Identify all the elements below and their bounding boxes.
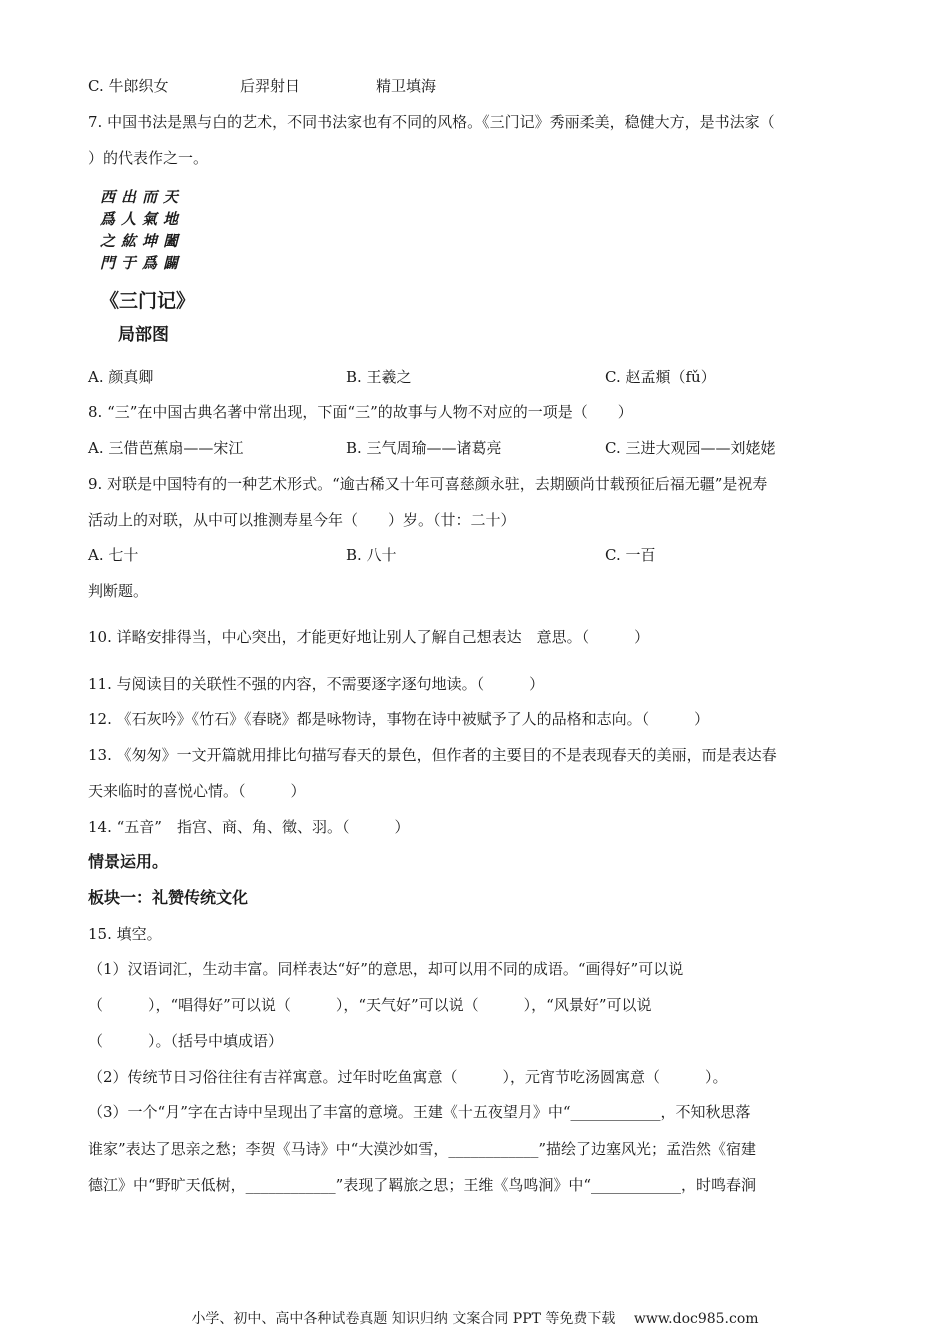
q13-line-2: 天来临时的喜悦心情。（ ）	[88, 782, 306, 800]
sanmenji-calligraphy-image	[100, 186, 200, 345]
q9-option-a: A. 七十	[88, 546, 139, 564]
q15-p3-line-3: 德江》中“野旷天低树，____________”表现了羁旅之思；王维《鸟鸣涧》中“____________，时鸣春涧	[88, 1176, 757, 1194]
calligraphy-caption: 局部图	[118, 325, 169, 345]
q7-line-1: 7. 中国书法是黑与白的艺术，不同书法家也有不同的风格。《三门记》秀丽柔美，稳健大方，是书法家（	[88, 113, 775, 131]
page-footer: 小学、初中、高中各种试卷真题 知识归纳 文案合同 PPT 等免费下载 www.doc985.com	[191, 1311, 759, 1327]
q9-option-c: C. 一百	[605, 546, 656, 564]
q13-line-1: 13. 《匆匆》一文开篇就用排比句描写春天的景色，但作者的主要目的不是表现春天的美丽，而是表达春	[88, 746, 777, 764]
q15-p3-line-2: 谁家”表达了思亲之愁；李贺《马诗》中“大漠沙如雪，____________”描绘了边塞风光；孟浩然《宿建	[88, 1140, 757, 1158]
calligraphy-row: 之紘坤闔	[100, 232, 185, 250]
q7-option-c: C. 赵孟頫（fǔ）	[605, 368, 716, 386]
calligraphy-row: 爲人氣地	[100, 210, 185, 228]
section-judge-heading: 判断题。	[88, 582, 149, 600]
q9-line-2: 活动上的对联，从中可以推测寿星今年（ ）岁。（廿：二十）	[88, 511, 516, 529]
q6-option-c-row	[88, 76, 168, 96]
q7-option-a: A. 颜真卿	[88, 368, 154, 386]
q8-option-b: B. 三气周瑜——诸葛亮	[346, 439, 502, 457]
calligraphy-row: 門于爲闢	[100, 254, 185, 272]
q6-option-c-b: 后羿射日	[240, 77, 301, 95]
q11: 11. 与阅读目的关联性不强的内容，不需要逐字逐句地读。（ ）	[88, 675, 545, 693]
q14: 14. “五音” 指宫、商、角、徵、羽。（ ）	[88, 818, 410, 836]
calligraphy-title: 《三门记》	[100, 290, 196, 312]
q8-option-c: C. 三进大观园——刘姥姥	[605, 439, 776, 457]
q7-option-b: B. 王羲之	[346, 368, 412, 386]
q15-p3-line-1: （3）一个“月”字在古诗中呈现出了丰富的意境。王建《十五夜望月》中“____________，不知秋思落	[88, 1103, 751, 1121]
section-block1-heading: 板块一：礼赞传统文化	[88, 888, 249, 907]
q15-p1-line-2: （ ），“唱得好”可以说（ ），“天气好”可以说（ ），“风景好”可以说	[88, 996, 652, 1014]
q8-option-a: A. 三借芭蕉扇——宋江	[88, 439, 244, 457]
calligraphy-row: 西出而天	[100, 188, 185, 206]
q10: 10. 详略安排得当，中心突出，才能更好地让别人了解自己想表达 意思。（ ）	[88, 628, 650, 646]
q8-line-1: 8. “三”在中国古典名著中常出现，下面“三”的故事与人物不对应的一项是（ ）	[88, 403, 633, 421]
q15-title: 15. 填空。	[88, 925, 162, 943]
q9-line-1: 9. 对联是中国特有的一种艺术形式。“逾古稀又十年可喜慈颜永驻，去期颐尚廿载预征后福无疆”是祝寿	[88, 475, 768, 493]
q9-option-b: B. 八十	[346, 546, 397, 564]
q15-p1-line-3: （ ）。（括号中填成语）	[88, 1032, 284, 1050]
q6-option-c-c: 精卫填海	[376, 77, 437, 95]
q12: 12. 《石灰吟》《竹石》《春晓》都是咏物诗，事物在诗中被赋予了人的品格和志向。（ ）	[88, 710, 710, 728]
section-apply-heading: 情景运用。	[88, 852, 169, 871]
q15-p1-line-1: （1）汉语词汇，生动丰富。同样表达“好”的意思，却可以用不同的成语。“画得好”可以说	[88, 960, 684, 978]
q7-line-2: ）的代表作之一。	[88, 149, 209, 167]
q15-p2: （2）传统节日习俗往往有吉祥寓意。过年时吃鱼寓意（ ），元宵节吃汤圆寓意（ ）。	[88, 1068, 728, 1086]
q6-option-c: C. 牛郎织女	[88, 77, 169, 95]
